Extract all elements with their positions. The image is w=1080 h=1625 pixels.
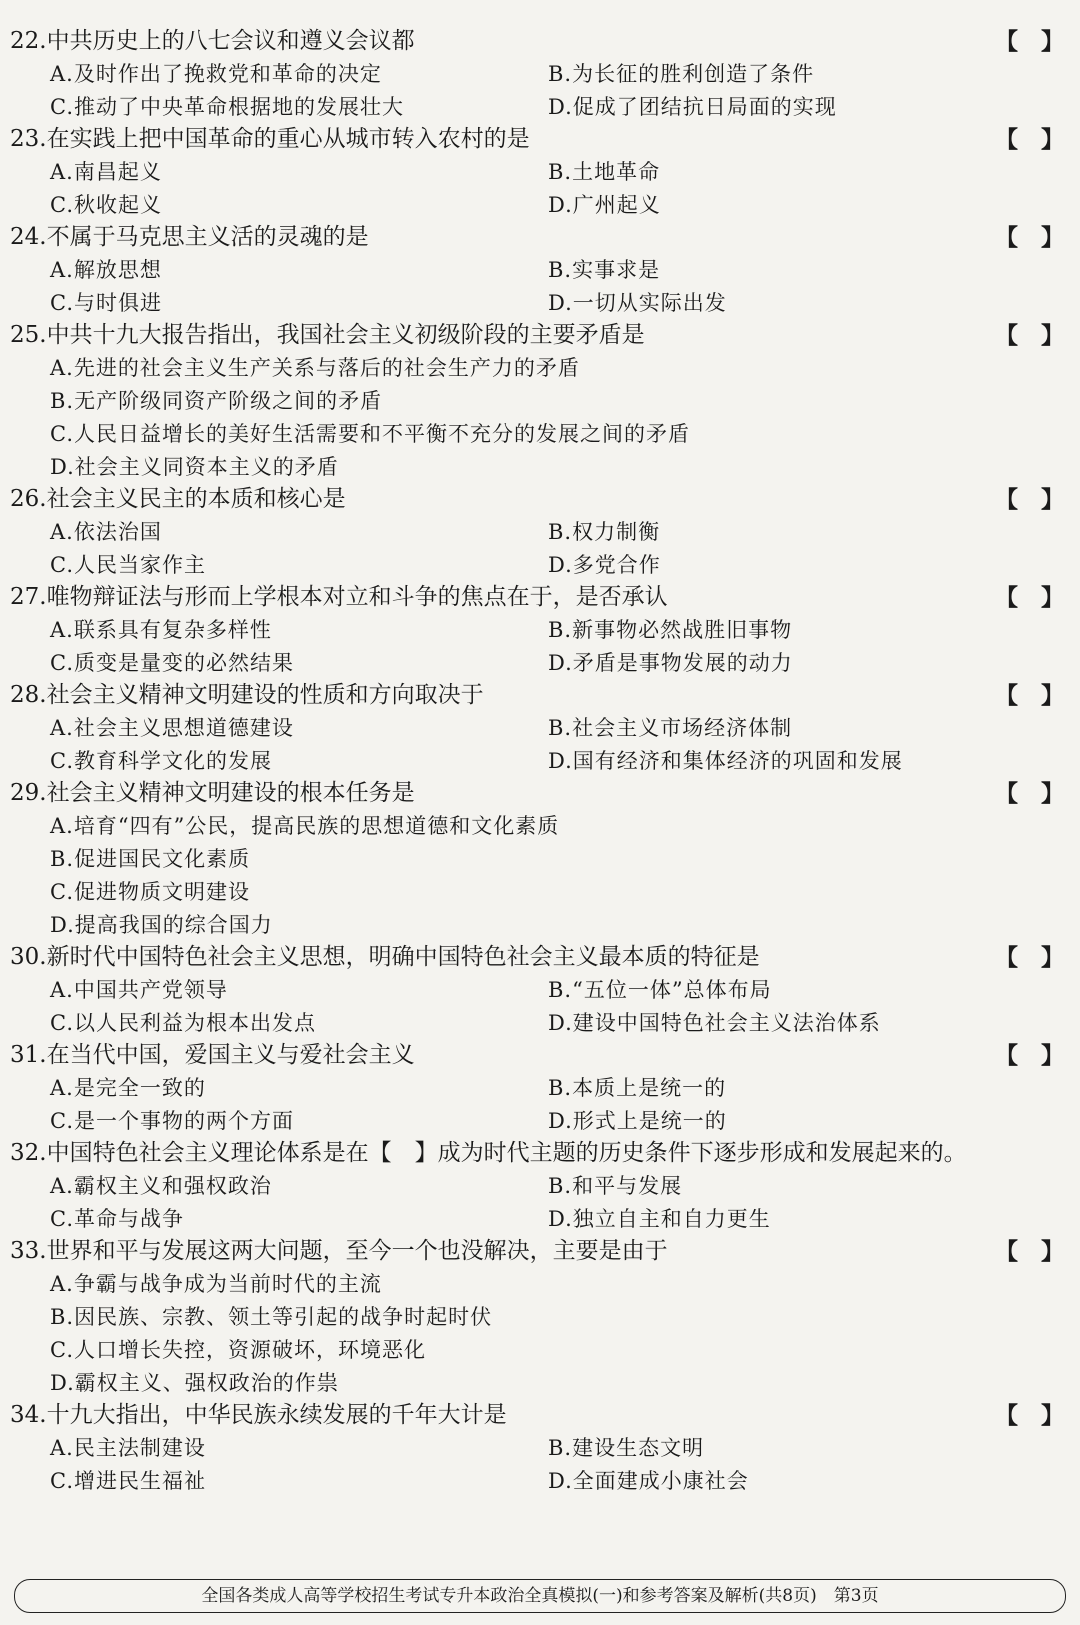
option-b: B.为长征的胜利创造了条件 [548, 62, 815, 86]
option-b: B.土地革命 [548, 160, 661, 184]
option-a: A.南昌起义 [50, 160, 162, 184]
option-c: C.人民日益增长的美好生活需要和不平衡不充分的发展之间的矛盾 [50, 422, 690, 446]
option-d: D.国有经济和集体经济的巩固和发展 [548, 749, 903, 773]
option-c: C.推动了中央革命根据地的发展壮大 [50, 95, 404, 119]
question-stem: 25.中共十九大报告指出，我国社会主义初级阶段的主要矛盾是 [10, 322, 645, 348]
option-c: C.增进民生福祉 [50, 1469, 206, 1493]
question-stem: 27.唯物辩证法与形而上学根本对立和斗争的焦点在于，是否承认 [10, 584, 668, 610]
option-d: D.形式上是统一的 [548, 1109, 727, 1133]
option-a: A.霸权主义和强权政治 [50, 1174, 272, 1198]
option-d: D.一切从实际出发 [548, 291, 727, 315]
question-stem: 24.不属于马克思主义活的灵魂的是 [10, 224, 369, 250]
question-stem: 33.世界和平与发展这两大问题，至今一个也没解决，主要是由于 [10, 1238, 668, 1264]
question-stem: 29.社会主义精神文明建设的根本任务是 [10, 780, 415, 806]
option-d: D.矛盾是事物发展的动力 [548, 651, 793, 675]
answer-bracket: 【 】 [995, 224, 1064, 251]
option-c: C.革命与战争 [50, 1207, 184, 1231]
answer-bracket: 【 】 [995, 322, 1064, 349]
option-d: D.多党合作 [548, 553, 661, 577]
answer-bracket: 【 】 [995, 28, 1064, 55]
answer-bracket: 【 】 [995, 780, 1064, 807]
option-c: C.人民当家作主 [50, 553, 206, 577]
option-c: C.教育科学文化的发展 [50, 749, 272, 773]
option-d: D.全面建成小康社会 [548, 1469, 749, 1493]
question-stem: 22.中共历史上的八七会议和遵义会议都 [10, 28, 415, 54]
option-c: C.与时俱进 [50, 291, 162, 315]
option-d: D.广州起义 [548, 193, 661, 217]
answer-bracket: 【 】 [995, 944, 1064, 971]
answer-bracket: 【 】 [995, 486, 1064, 513]
option-a: A.解放思想 [50, 258, 162, 282]
option-a: A.民主法制建设 [50, 1436, 206, 1460]
option-c: C.秋收起义 [50, 193, 162, 217]
option-c: C.以人民利益为根本出发点 [50, 1011, 316, 1035]
option-d: D.社会主义同资本主义的矛盾 [50, 455, 339, 479]
option-a: A.争霸与战争成为当前时代的主流 [50, 1272, 382, 1296]
option-b: B.和平与发展 [548, 1174, 683, 1198]
option-d: D.霸权主义、强权政治的作祟 [50, 1371, 339, 1395]
answer-bracket: 【 】 [995, 1042, 1064, 1069]
option-a: A.中国共产党领导 [50, 978, 228, 1002]
question-stem: 26.社会主义民主的本质和核心是 [10, 486, 346, 512]
answer-bracket: 【 】 [995, 682, 1064, 709]
option-b: B.促进国民文化素质 [50, 847, 251, 871]
page-footer: 全国各类成人高等学校招生考试专升本政治全真模拟(一)和参考答案及解析(共8页) 第3页 [14, 1579, 1066, 1613]
option-c: C.人口增长失控，资源破坏，环境恶化 [50, 1338, 426, 1362]
option-a: A.依法治国 [50, 520, 162, 544]
option-a: A.联系具有复杂多样性 [50, 618, 272, 642]
option-a: A.先进的社会主义生产关系与落后的社会生产力的矛盾 [50, 356, 580, 380]
option-b: B.实事求是 [548, 258, 661, 282]
question-stem: 23.在实践上把中国革命的重心从城市转入农村的是 [10, 126, 530, 152]
option-b: B.权力制衡 [548, 520, 661, 544]
option-c: C.质变是量变的必然结果 [50, 651, 294, 675]
option-b: B.“五位一体”总体布局 [548, 978, 772, 1002]
answer-bracket: 【 】 [995, 1238, 1064, 1265]
question-stem: 28.社会主义精神文明建设的性质和方向取决于 [10, 682, 484, 708]
question-stem: 31.在当代中国，爱国主义与爱社会主义 [10, 1042, 415, 1068]
option-c: C.促进物质文明建设 [50, 880, 250, 904]
option-a: A.及时作出了挽救党和革命的决定 [50, 62, 382, 86]
option-d: D.独立自主和自力更生 [548, 1207, 771, 1231]
option-b: B.因民族、宗教、领土等引起的战争时起时伏 [50, 1305, 493, 1329]
option-d: D.提高我国的综合国力 [50, 913, 273, 937]
option-b: B.无产阶级同资产阶级之间的矛盾 [50, 389, 383, 413]
question-stem: 30.新时代中国特色社会主义思想，明确中国特色社会主义最本质的特征是 [10, 944, 760, 970]
option-b: B.本质上是统一的 [548, 1076, 727, 1100]
question-stem: 32.中国特色社会主义理论体系是在【 】成为时代主题的历史条件下逐步形成和发展起来的。 [10, 1140, 967, 1166]
answer-bracket: 【 】 [995, 584, 1064, 611]
option-a: A.社会主义思想道德建设 [50, 716, 294, 740]
answer-bracket: 【 】 [995, 126, 1064, 153]
option-b: B.建设生态文明 [548, 1436, 705, 1460]
option-c: C.是一个事物的两个方面 [50, 1109, 294, 1133]
option-d: D.促成了团结抗日局面的实现 [548, 95, 837, 119]
option-b: B.社会主义市场经济体制 [548, 716, 793, 740]
option-a: A.培育“四有”公民，提高民族的思想道德和文化素质 [50, 814, 560, 838]
question-stem: 34.十九大指出，中华民族永续发展的千年大计是 [10, 1402, 507, 1428]
option-b: B.新事物必然战胜旧事物 [548, 618, 793, 642]
option-d: D.建设中国特色社会主义法治体系 [548, 1011, 881, 1035]
answer-bracket: 【 】 [995, 1402, 1064, 1429]
option-a: A.是完全一致的 [50, 1076, 206, 1100]
